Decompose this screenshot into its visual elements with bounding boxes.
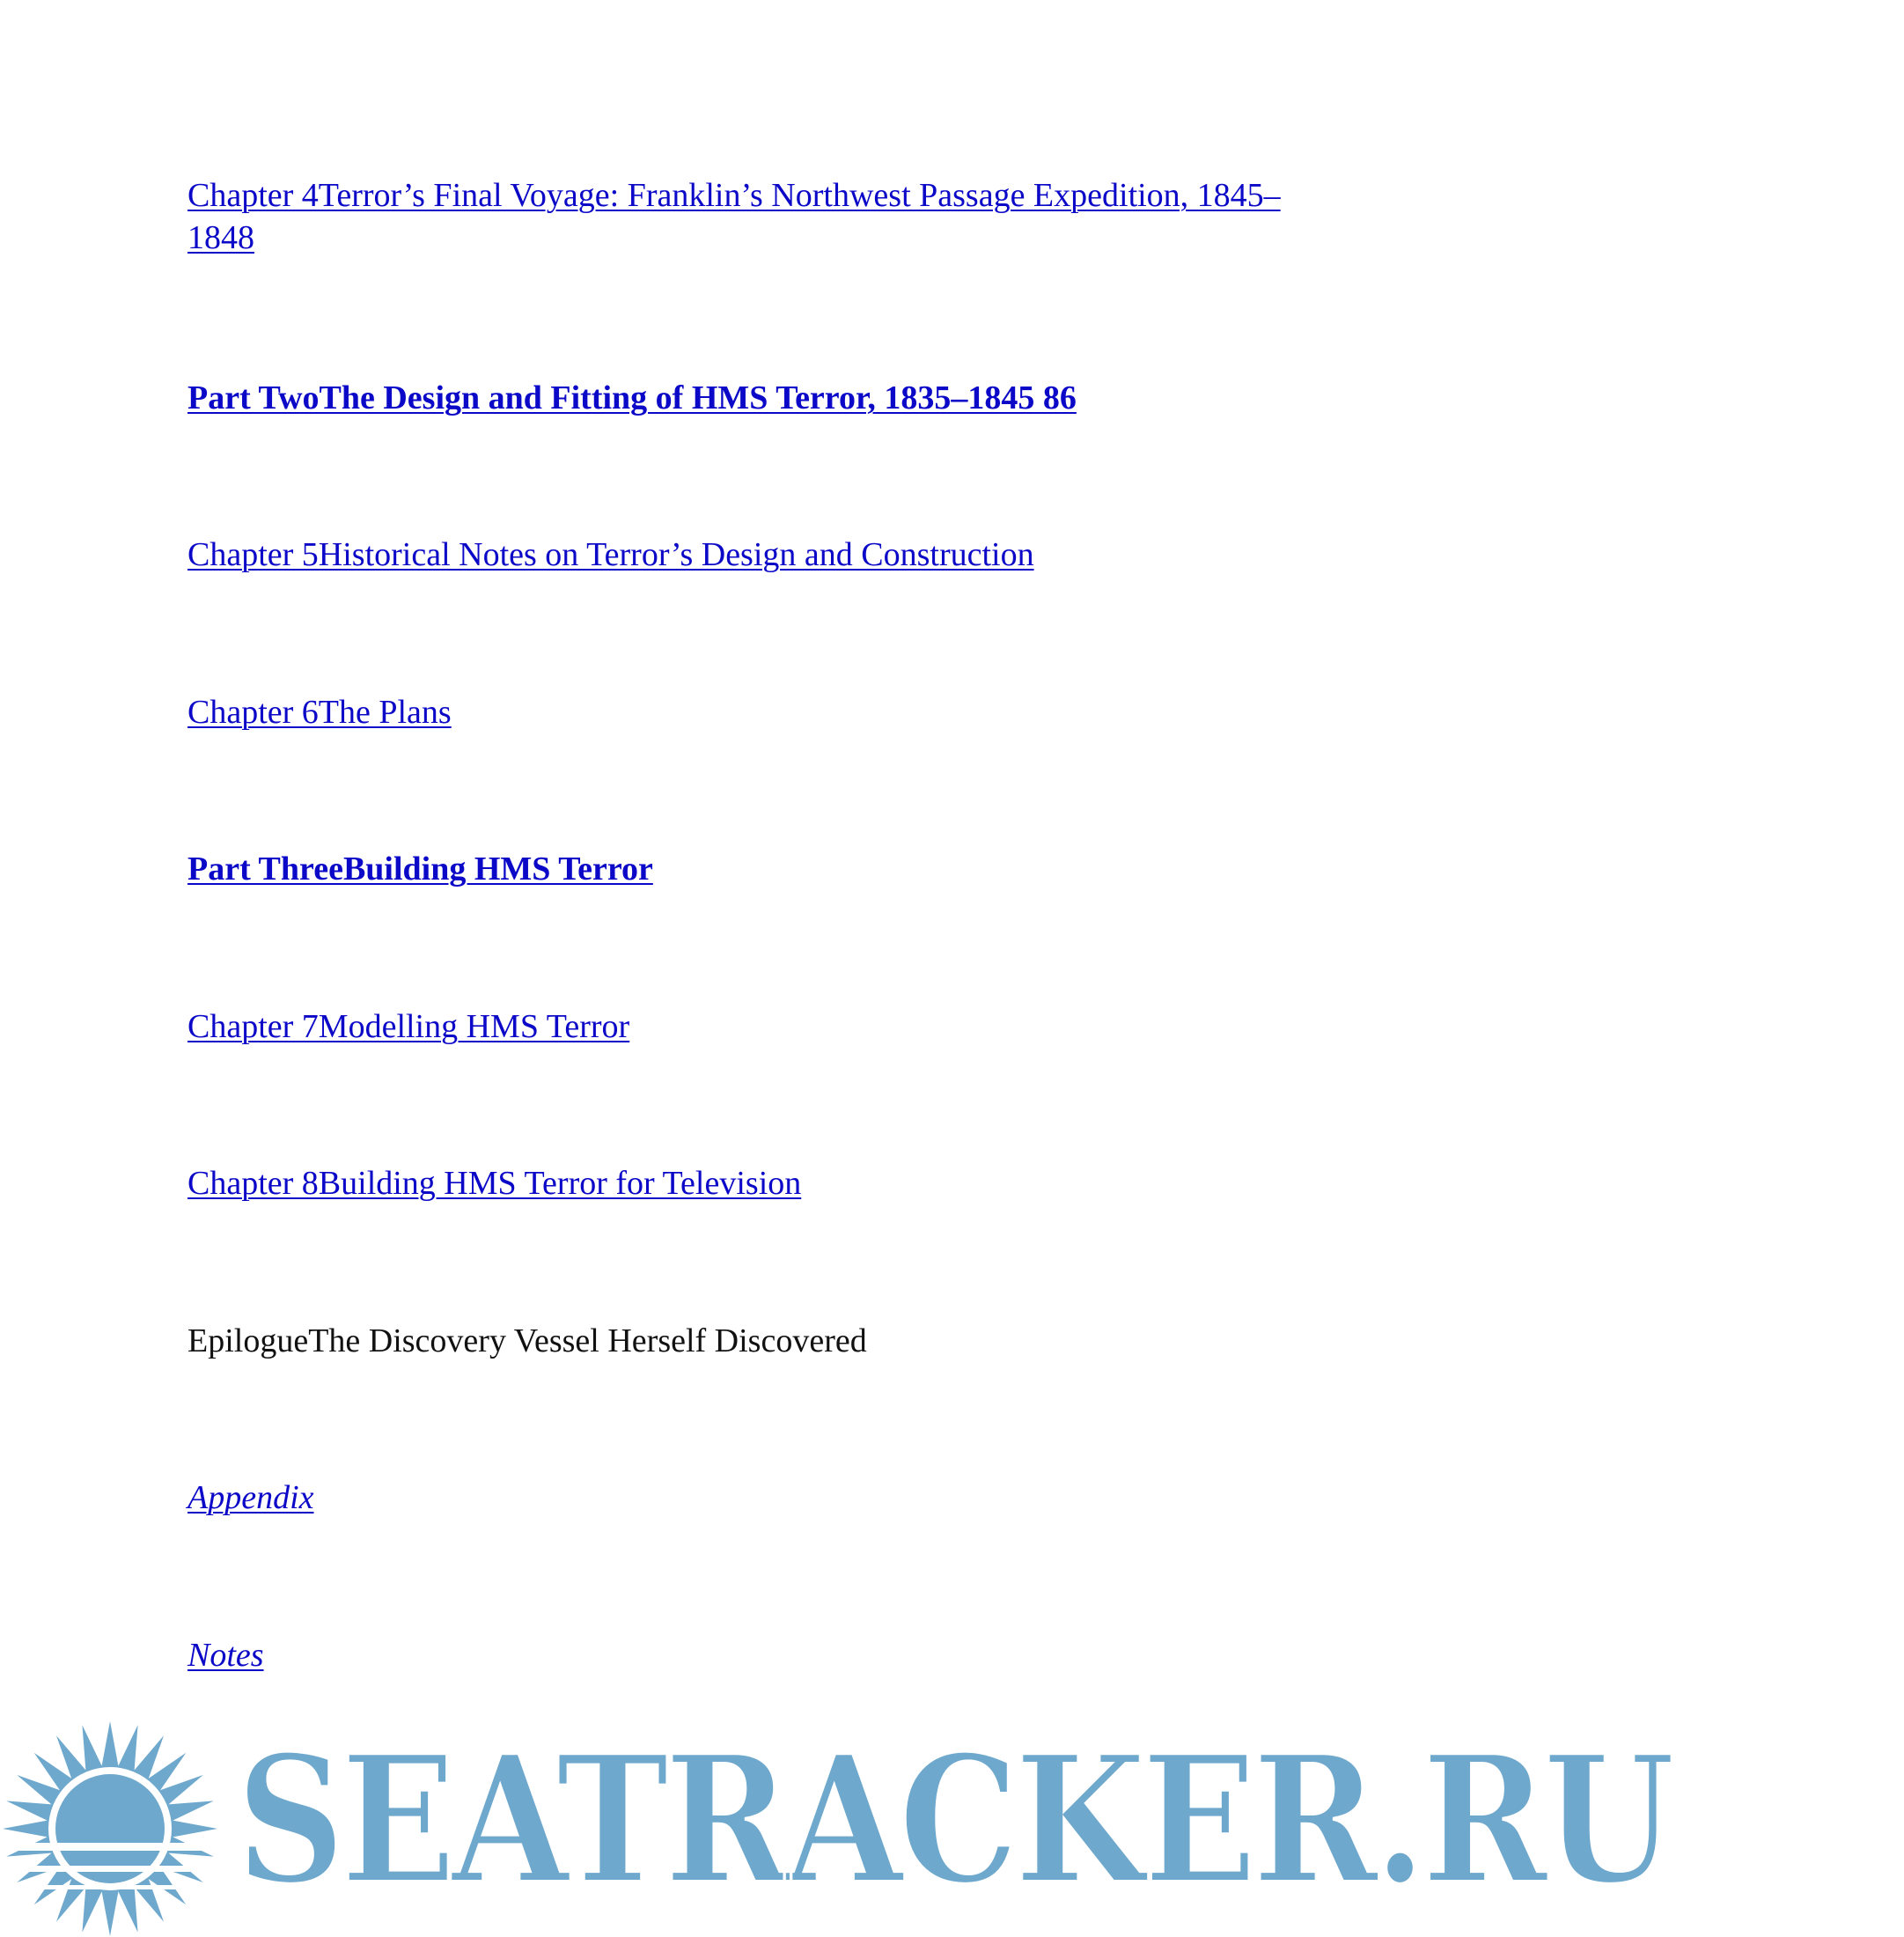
watermark bbox=[0, 1712, 1671, 1928]
sun-rising-over-sea-icon bbox=[0, 1712, 229, 1928]
toc-entry-appendix[interactable] bbox=[187, 1477, 1332, 1519]
toc-link-chapter-4[interactable]: Chapter 4Terror’s Final Voyage: Franklin’s Northwest Passage Expedition, 1845–1848 bbox=[187, 177, 1281, 256]
toc-link-part-two[interactable]: Part TwoThe Design and Fitting of HMS Terror, 1835–1845 86 bbox=[187, 379, 1077, 416]
toc-entry-part-two[interactable] bbox=[187, 377, 1332, 419]
toc-entry-chapter-7[interactable] bbox=[187, 1005, 1332, 1048]
toc-entry-chapter-6[interactable] bbox=[187, 691, 1332, 733]
toc-link-chapter-8[interactable]: Chapter 8Building HMS Terror for Television bbox=[187, 1165, 802, 1202]
toc-link-notes[interactable]: Notes bbox=[187, 1637, 264, 1674]
toc-entry-epilogue: EpilogueThe Discovery Vessel Herself Discovered bbox=[187, 1322, 867, 1359]
toc-entry-chapter-5[interactable] bbox=[187, 534, 1332, 576]
toc-entry-part-three[interactable] bbox=[187, 848, 1332, 890]
toc-link-chapter-6[interactable]: Chapter 6The Plans bbox=[187, 694, 452, 731]
toc-link-chapter-7[interactable]: Chapter 7Modelling HMS Terror bbox=[187, 1008, 630, 1045]
toc-link-part-three[interactable]: Part ThreeBuilding HMS Terror bbox=[187, 851, 653, 887]
toc-entry-chapter-4[interactable] bbox=[187, 174, 1332, 259]
toc-link-chapter-5[interactable]: Chapter 5Historical Notes on Terror’s Design and Construction bbox=[187, 536, 1034, 573]
toc-entry-notes[interactable] bbox=[187, 1634, 1332, 1676]
toc-entry-chapter-8[interactable] bbox=[187, 1162, 1332, 1204]
watermark-text: SEATRACKER.RU bbox=[236, 1716, 1671, 1924]
toc-link-appendix[interactable]: Appendix bbox=[187, 1479, 314, 1516]
